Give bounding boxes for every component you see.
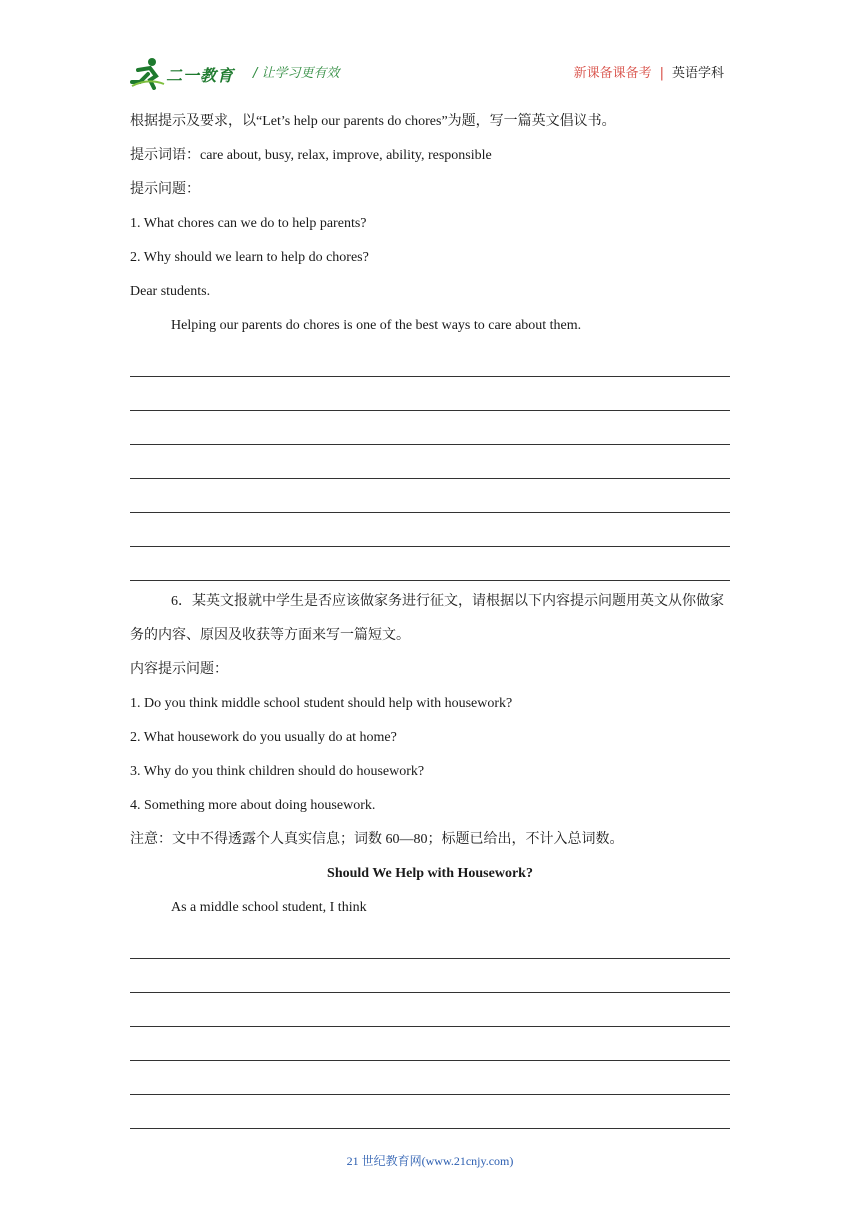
q6-question-4: 4. Something more about doing housework. [130,798,376,813]
q5-question-2: 2. Why should we learn to help do chores? [130,250,369,265]
q6-note: 注意：文中不得透露个人真实信息；词数 60—80；标题已给出，不计入总词数。 [130,832,624,847]
header-subject: 英语学科 [671,66,724,81]
q6-opening: As a middle school student, I think [171,900,367,915]
answer-line[interactable] [130,1061,730,1095]
answer-line[interactable] [130,479,730,513]
answer-line[interactable] [130,959,730,993]
q6-question-1: 1. Do you think middle school student should help with housework? [130,696,513,711]
answer-line[interactable] [130,343,730,377]
q5-hint-words: 提示词语：care about, busy, relax, improve, ability, responsible [130,148,492,163]
q6-question-2: 2. What housework do you usually do at home? [130,730,397,745]
q5-answer-lines[interactable] [130,355,730,593]
logo-text: 二一教育 [166,66,235,85]
q6-hint-label: 内容提示问题： [130,662,228,677]
q5-salutation: Dear students. [130,284,211,299]
document-body [130,105,730,1141]
answer-line[interactable] [130,547,730,581]
answer-line[interactable] [130,377,730,411]
header-tagline: 新课备课备考 [573,66,652,81]
page-footer[interactable]: 21 世纪教育网(www.21cnjy.com) [346,1154,514,1168]
header-right [574,62,724,81]
header-separator: | [659,66,664,81]
answer-line[interactable] [130,411,730,445]
answer-line[interactable] [130,993,730,1027]
q6-prompt: 6．某英文报就中学生是否应该做家务进行征文，请根据以下内容提示问题用英文从你做家务的内容、原因及收获等方面来写一篇短文。 [130,594,724,643]
q5-opening: Helping our parents do chores is one of the best ways to care about them. [171,318,582,333]
slogan: / 让学习更有效 [253,66,340,81]
page-header [0,0,860,100]
q5-instruction: 根据提示及要求，以“Let’s help our parents do chores”为题，写一篇英文倡议书。 [130,114,616,129]
q6-essay-title: Should We Help with Housework? [327,866,533,881]
answer-line[interactable] [130,445,730,479]
answer-line[interactable] [130,925,730,959]
answer-line[interactable] [130,1095,730,1129]
answer-line[interactable] [130,1027,730,1061]
q5-question-1: 1. What chores can we do to help parents? [130,216,367,231]
logo [130,56,240,90]
answer-line[interactable] [130,513,730,547]
q5-hint-questions-label: 提示问题： [130,182,200,197]
q6-question-3: 3. Why do you think children should do housework? [130,764,425,779]
runner-logo-icon [130,56,166,90]
q6-answer-lines[interactable] [130,937,730,1141]
